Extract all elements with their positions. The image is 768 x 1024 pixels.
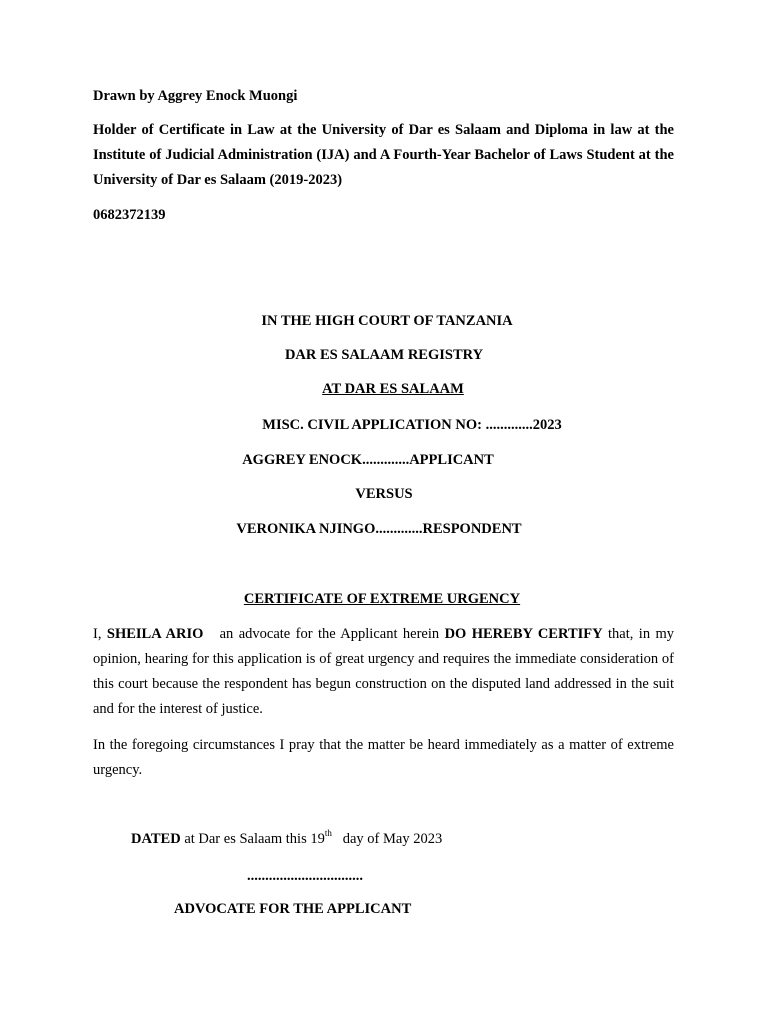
dated-label: DATED <box>131 831 181 847</box>
location <box>0 381 768 398</box>
signatory: ADVOCATE FOR THE APPLICANT <box>174 901 412 917</box>
p1-rest: that, in my opinion, hearing for this application is of great urgency and requires the immediate consideration of this court because the respondent has begun construction on the disputed land addressed in the suit and for the interest of justice. <box>93 626 675 717</box>
signature-dots: ................................ <box>247 868 363 884</box>
application-number: MISC. CIVIL APPLICATION NO: .............2023 <box>262 417 562 433</box>
dated-end: day of May 2023 <box>342 831 443 847</box>
location-text: AT DAR ES SALAAM <box>322 381 464 397</box>
certificate-paragraph-1 <box>93 622 674 722</box>
p1-prefix: I, <box>93 626 102 642</box>
respondent-line: VERONIKA NJINGO.............RESPONDENT <box>236 521 522 537</box>
drawn-by: Drawn by Aggrey Enock Muongi <box>93 88 298 104</box>
dated-line <box>131 828 443 848</box>
author-qualifications: Holder of Certificate in Law at the University of Dar es Salaam and Diploma in law at the Institute of Judicial Administration (IJA) and A Fourth-Year Bachelor of Laws Student at the University of Dar es Salaam (2019-2023) <box>93 122 674 188</box>
author-phone: 0682372139 <box>93 207 166 223</box>
certificate-title-text: CERTIFICATE OF EXTREME URGENCY <box>243 591 521 607</box>
court-title: IN THE HIGH COURT OF TANZANIA <box>261 313 513 329</box>
certificate-paragraph-2: In the foregoing circumstances I pray that the matter be heard immediately as a matter of extreme urgency. <box>93 737 674 778</box>
p1-mid: an advocate for the Applicant herein <box>219 626 440 642</box>
registry: DAR ES SALAAM REGISTRY <box>284 347 484 363</box>
applicant-line: AGGREY ENOCK.............APPLICANT <box>242 452 494 468</box>
certificate-title <box>0 591 768 608</box>
advocate-name: SHEILA ARIO <box>106 626 204 642</box>
versus: VERSUS <box>355 486 413 502</box>
certify-phrase: DO HEREBY CERTIFY <box>444 626 603 642</box>
dated-text: at Dar es Salaam this 19 <box>184 831 325 847</box>
dated-sup: th <box>324 828 332 838</box>
